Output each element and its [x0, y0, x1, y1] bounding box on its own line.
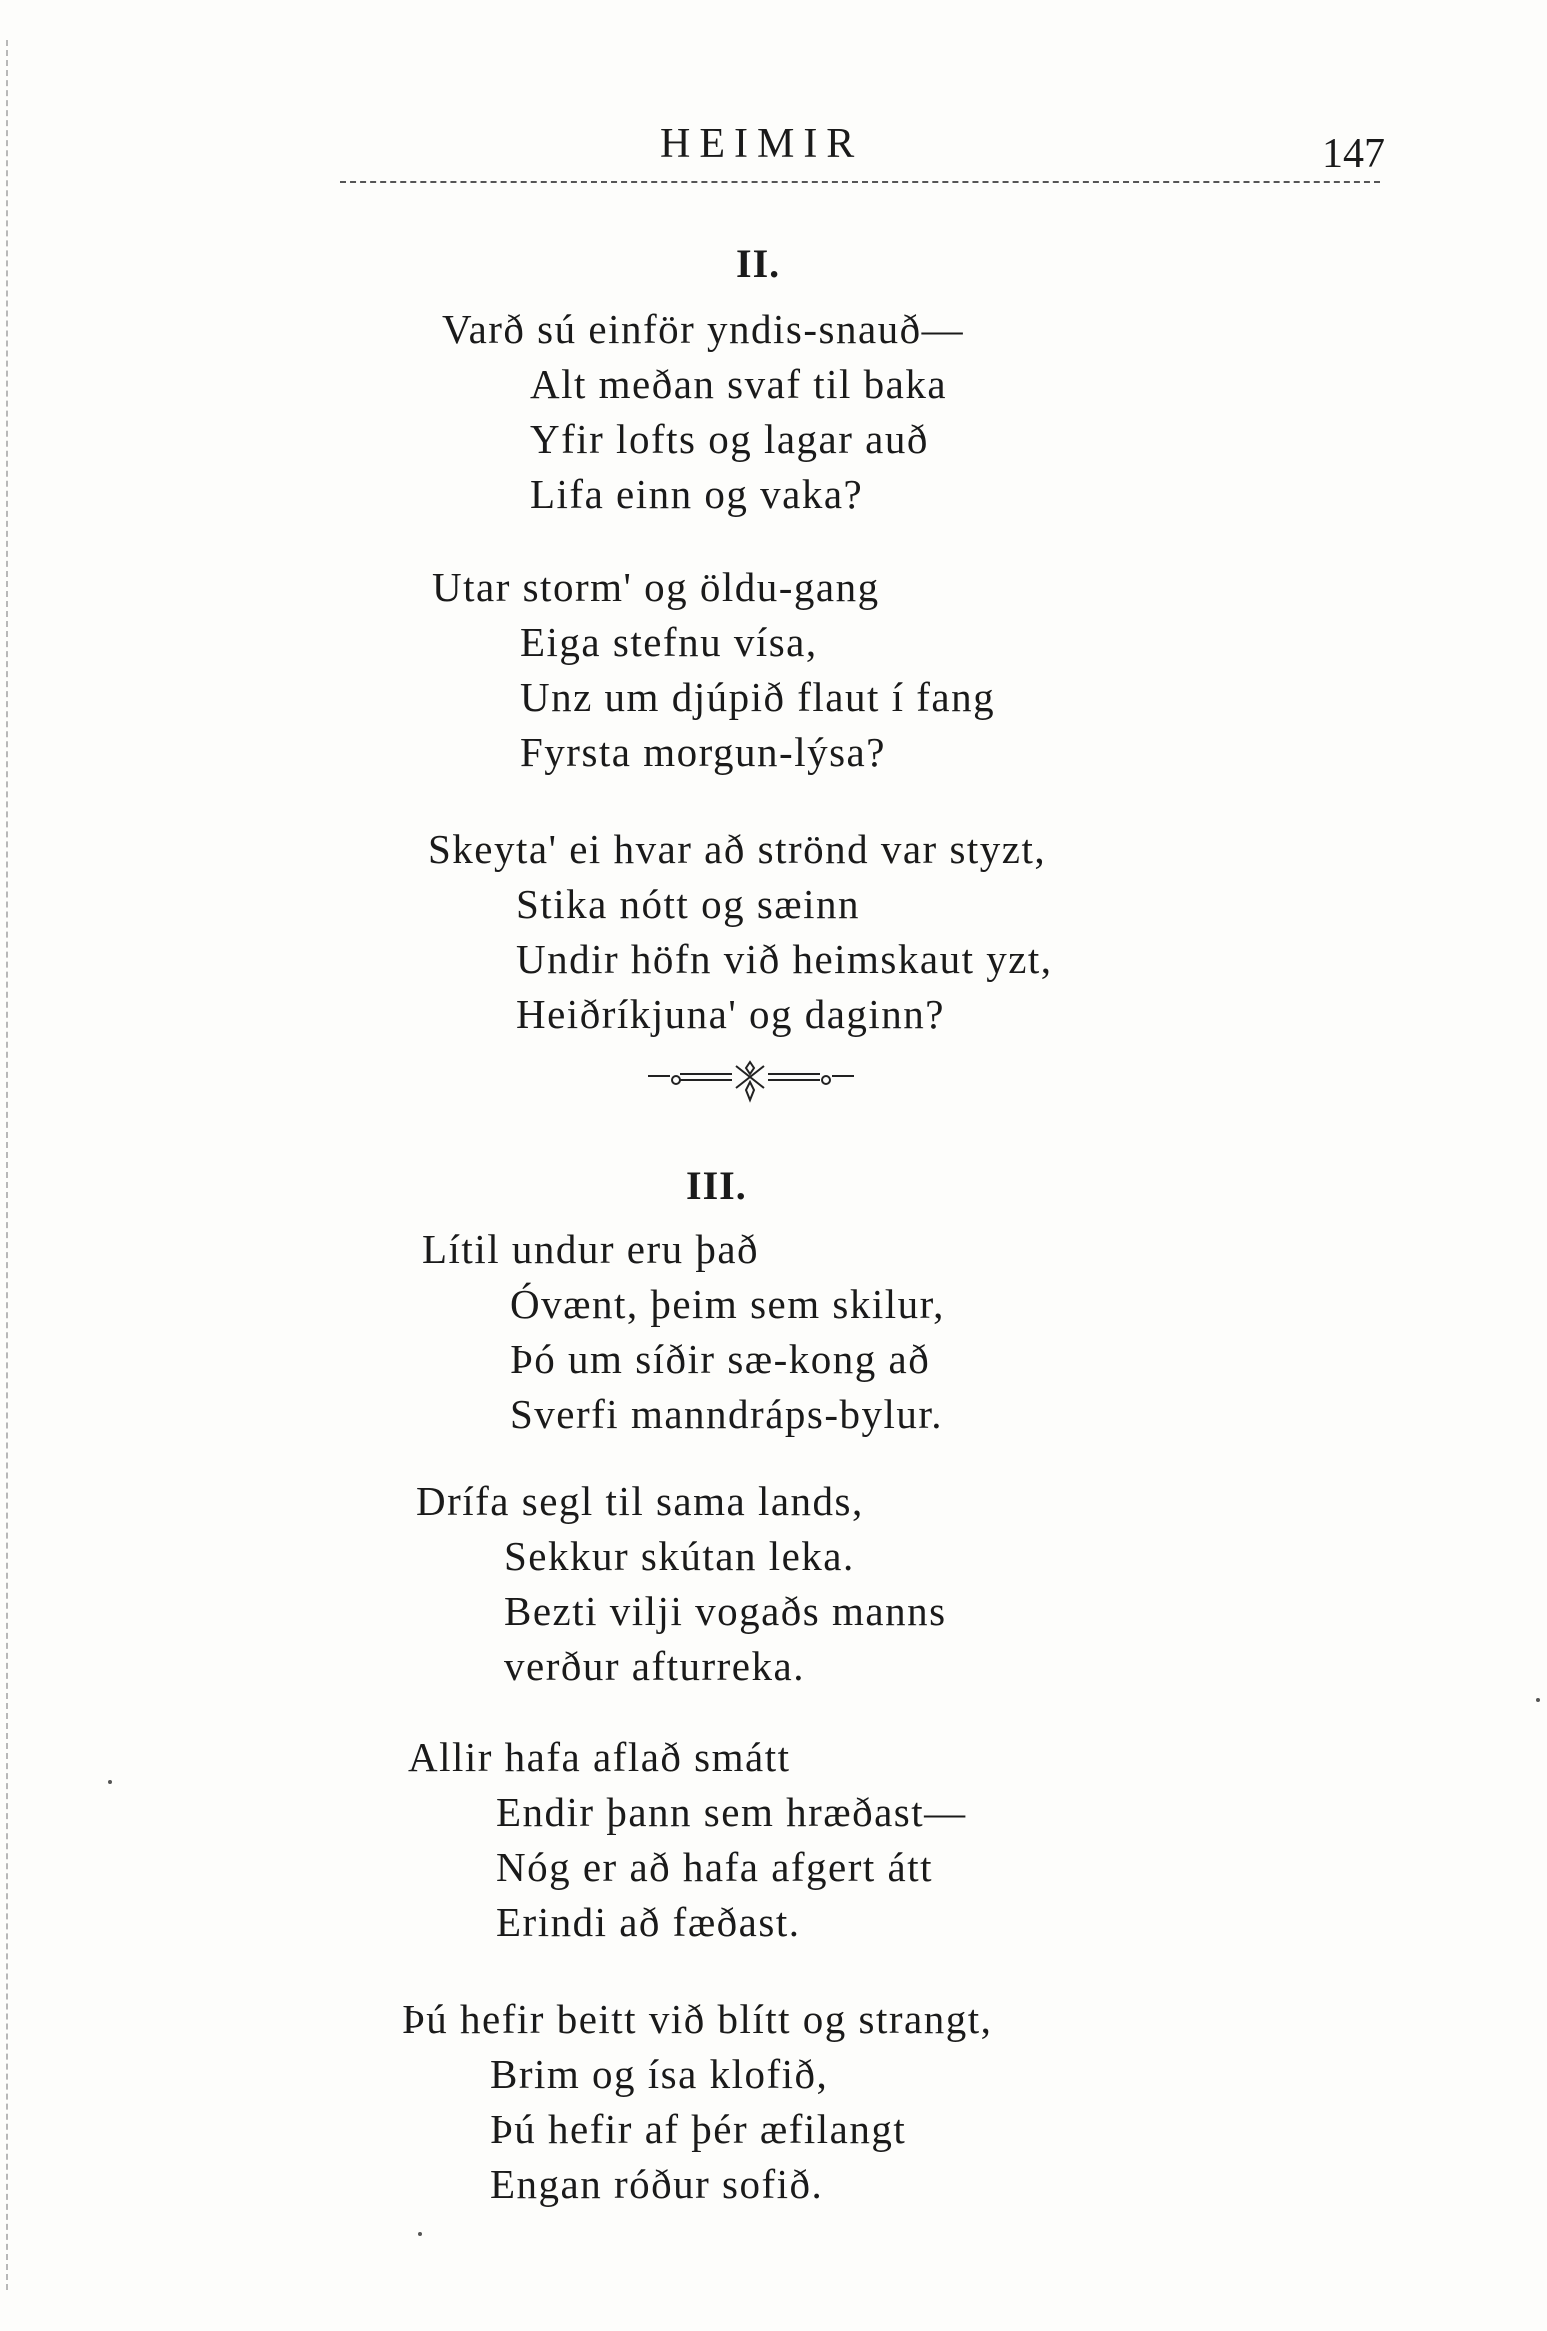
section-heading-iii: III.: [686, 1163, 747, 1208]
page-left-edge: [6, 40, 8, 2290]
verse-line: Endir þann sem hræðast—: [496, 1789, 967, 1835]
verse-line: Brim og ísa klofið,: [490, 2051, 829, 2097]
verse-line: Óvænt, þeim sem skilur,: [510, 1281, 945, 1327]
verse-line: Þó um síðir sæ-kong að: [510, 1336, 931, 1382]
verse-line: Alt meðan svaf til baka: [530, 361, 948, 407]
verse-line: Heiðríkjuna' og daginn?: [516, 991, 946, 1037]
scan-speck: [108, 1780, 112, 1784]
verse-line: Þú hefir af þér æfilangt: [490, 2106, 907, 2152]
stanza: [422, 1222, 945, 1442]
section-heading-ii: II.: [736, 241, 781, 286]
verse-line: Nóg er að hafa afgert átt: [496, 1844, 934, 1890]
header-rule: [340, 181, 1380, 183]
scan-speck: [1536, 1698, 1540, 1702]
running-header: [0, 112, 1547, 177]
stanza: [416, 1474, 947, 1694]
verse-line: Engan róður sofið.: [490, 2161, 824, 2207]
verse-line: Varð sú einför yndis-snauð—: [442, 306, 965, 352]
verse-line: Stika nótt og sæinn: [516, 881, 861, 927]
verse-line: Undir höfn við heimskaut yzt,: [516, 936, 1053, 982]
verse-line: Fyrsta morgun-lýsa?: [520, 729, 886, 775]
page-number: 147: [1322, 131, 1385, 177]
verse-line: Unz um djúpið flaut í fang: [520, 674, 996, 720]
verse-line: Erindi að fæðast.: [496, 1899, 801, 1945]
stanza: [432, 560, 995, 780]
running-title: HEIMIR: [660, 121, 864, 167]
stanza: [408, 1730, 967, 1950]
verse-line: Sekkur skútan leka.: [504, 1533, 855, 1579]
verse-line: Yfir lofts og lagar auð: [530, 416, 929, 462]
scan-speck: [418, 2232, 422, 2236]
verse-line: Bezti vilji vogaðs manns: [504, 1588, 947, 1634]
ornament-divider: [640, 1058, 860, 1108]
verse-line: Allir hafa aflað smátt: [408, 1734, 791, 1780]
stanza: [442, 302, 964, 522]
verse-line: Lítil undur eru það: [422, 1226, 760, 1272]
verse-line: verður afturreka.: [504, 1643, 805, 1689]
verse-line: Drífa segl til sama lands,: [416, 1478, 864, 1524]
stanza: [402, 1992, 992, 2212]
verse-line: Þú hefir beitt við blítt og strangt,: [402, 1996, 993, 2042]
stanza: [428, 822, 1053, 1042]
verse-line: Sverfi manndráps-bylur.: [510, 1391, 944, 1437]
verse-line: Utar storm' og öldu-gang: [432, 564, 880, 610]
verse-line: Skeyta' ei hvar að strönd var styzt,: [428, 826, 1047, 872]
verse-line: Lifa einn og vaka?: [530, 471, 864, 517]
verse-line: Eiga stefnu vísa,: [520, 619, 818, 665]
